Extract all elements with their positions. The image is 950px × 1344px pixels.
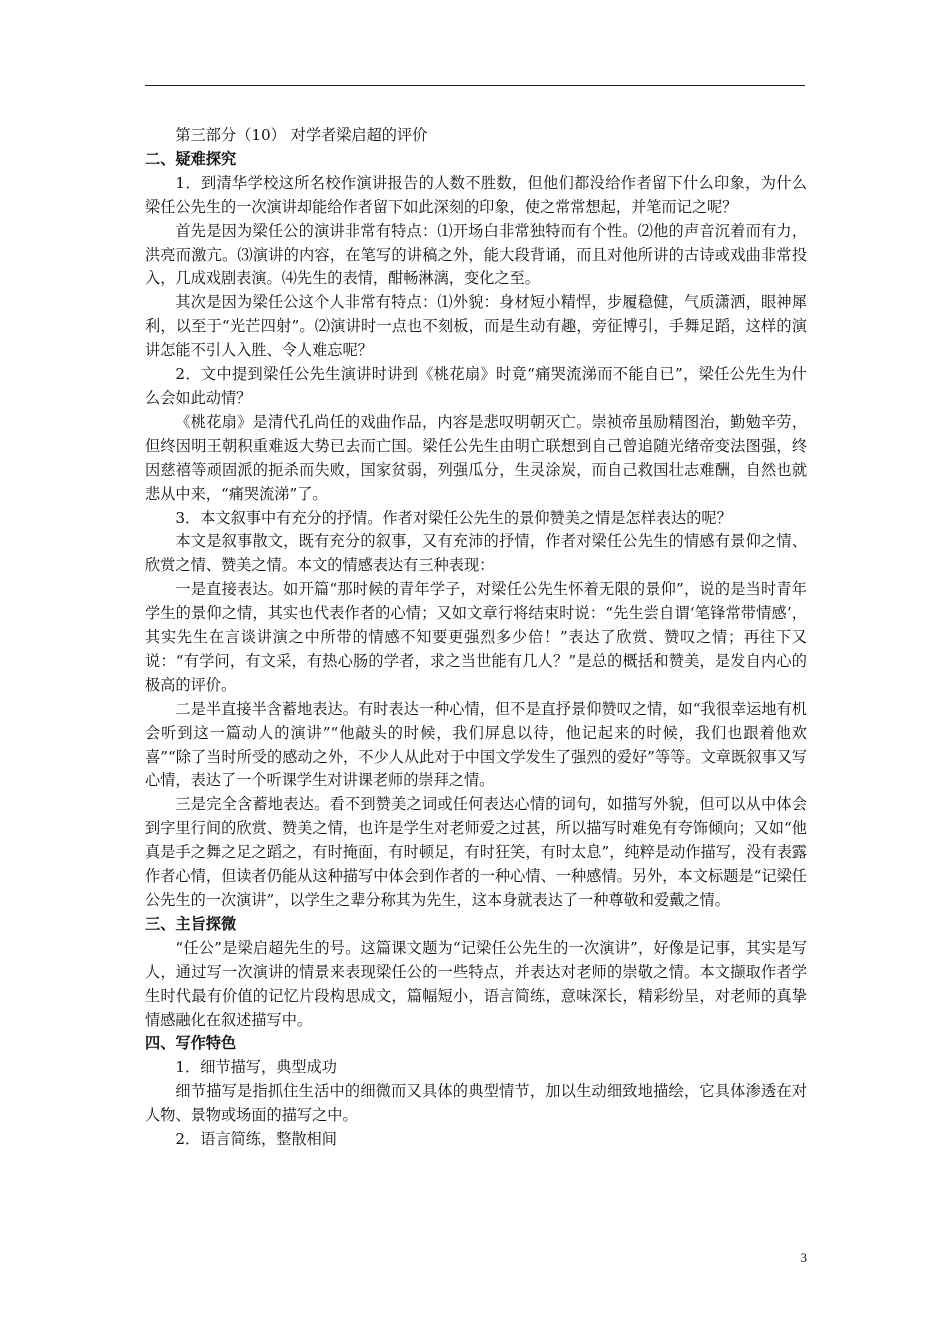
paragraph: 1．到清华学校这所名校作演讲报告的人数不胜数，但他们都没给作者留下什么印象，为什么梁任公先生的一次演讲却能给作者留下如此深刻的印象，使之常常想起，并笔而记之呢？ (145, 173, 807, 216)
paragraph: 2．语言简练，整散相间 (175, 1130, 337, 1149)
paragraph: 二是半直接半含蓄地表达。有时表达一种心情，但不是直抒景仰赞叹之情，如“我很幸运地有机会听到这一篇动人的演讲”“他敲头的时候，我们屏息以待，他记起来的时候，我们也跟着他欢喜”“除了当时所受的感动之外，不少人从此对于中国文学发生了强烈的爱好”等等。文章既叙事又写心情，表达了一个听课学生对讲课老师的崇拜之情。 (145, 699, 807, 790)
paragraph: 一是直接表达。如开篇“那时候的青年学子，对梁任公先生怀着无限的景仰”，说的是当时青年学生的景仰之情，其实也代表作者的心情；又如文章行将结束时说：“先生尝自谓‘笔锋常带情感’，其实先生在言谈讲演之中所带的情感不知要更强烈多少倍！”表达了欣赏、赞叹之情；再往下又说：“有学问，有文采，有热心肠的学者，求之当世能有几人？”是总的概括和赞美，是发自内心的极高的评价。 (145, 580, 807, 694)
page-number: 3 (800, 1250, 807, 1265)
paragraph: 本文是叙事散文，既有充分的叙事，又有充沛的抒情，作者对梁任公先生的情感有景仰之情、欣赏之情、赞美之情。本文的情感表达有三种表现： (145, 532, 807, 575)
paragraph: 3．本文叙事中有充分的抒情。作者对梁任公先生的景仰赞美之情是怎样表达的呢？ (175, 508, 732, 527)
paragraph: 细节描写是指抓住生活中的细微而又具体的典型情节，加以生动细致地描绘，它具体渗透在对人物、景物或场面的描写之中。 (145, 1082, 807, 1125)
paragraph: 其次是因为梁任公这个人非常有特点：⑴外貌：身材短小精悍，步履稳健，气质潇洒，眼神犀利，以至于“光芒四射”。⑵演讲时一点也不刻板，而是生动有趣，旁征博引，手舞足蹈，这样的演讲怎能不引人入胜、令人难忘呢？ (145, 293, 807, 360)
section-heading-3: 三、主旨探微 (145, 914, 237, 933)
paragraph: “任公”是梁启超先生的号。这篇课文题为“记梁任公先生的一次演讲”，好像是记事，其实是写人，通过写一次演讲的情景来表现梁任公的一些特点，并表达对老师的崇敬之情。本文撷取作者学生时代最有价值的记忆片段构思成文，篇幅短小，语言简练，意味深长，精彩纷呈，对老师的真挚情感融化在叙述描写中。 (145, 938, 807, 1029)
document-body (145, 124, 807, 1152)
header-rule (145, 85, 805, 86)
section-heading-4: 四、写作特色 (145, 1034, 237, 1053)
paragraph: 三是完全含蓄地表达。看不到赞美之词或任何表达心情的词句，如描写外貌，但可以从中体会到字里行间的欣赏、赞美之情，也许是学生对老师爱之过甚，所以描写时难免有夸饰倾向；又如“他真是手之舞之足之蹈之，有时掩面，有时顿足，有时狂笑，有时太息”，纯粹是动作描写，没有表露作者心情，但读者仍能从这种描写中体会到作者的一种心情、一种感情。另外，本文标题是“记梁任公先生的一次演讲”，以学生之辈分称其为先生，这本身就表达了一种尊敬和爱戴之情。 (145, 795, 807, 909)
paragraph: 1．细节描写，典型成功 (175, 1058, 337, 1077)
part-line: 第三部分（10） 对学者梁启超的评价 (175, 126, 428, 144)
section-heading-2: 二、疑难探究 (145, 149, 237, 168)
paragraph: 2．文中提到梁任公先生演讲时讲到《桃花扇》时竟“痛哭流涕而不能自已”，梁任公先生为什么会如此动情？ (145, 365, 807, 407)
paragraph: 《桃花扇》是清代孔尚任的戏曲作品，内容是悲叹明朝灭亡。崇祯帝虽励精图治，勤勉辛劳，但终因明王朝积重难返大势已去而亡国。梁任公先生由明亡联想到自己曾追随光绪帝变法图强，终因慈禧等顽固派的扼杀而失败，国家贫弱，列强瓜分，生灵涂炭，而自己救国壮志难酬，自然也就悲从中来，“痛哭流涕”了。 (145, 412, 807, 503)
paragraph: 首先是因为梁任公的演讲非常有特点：⑴开场白非常独特而有个性。⑵他的声音沉着而有力，洪亮而激亢。⑶演讲的内容，在笔写的讲稿之外，能大段背诵，而且对他所讲的古诗或戏曲非常投入，几成戏剧表演。⑷先生的表情，酣畅淋漓，变化之至。 (145, 221, 807, 288)
